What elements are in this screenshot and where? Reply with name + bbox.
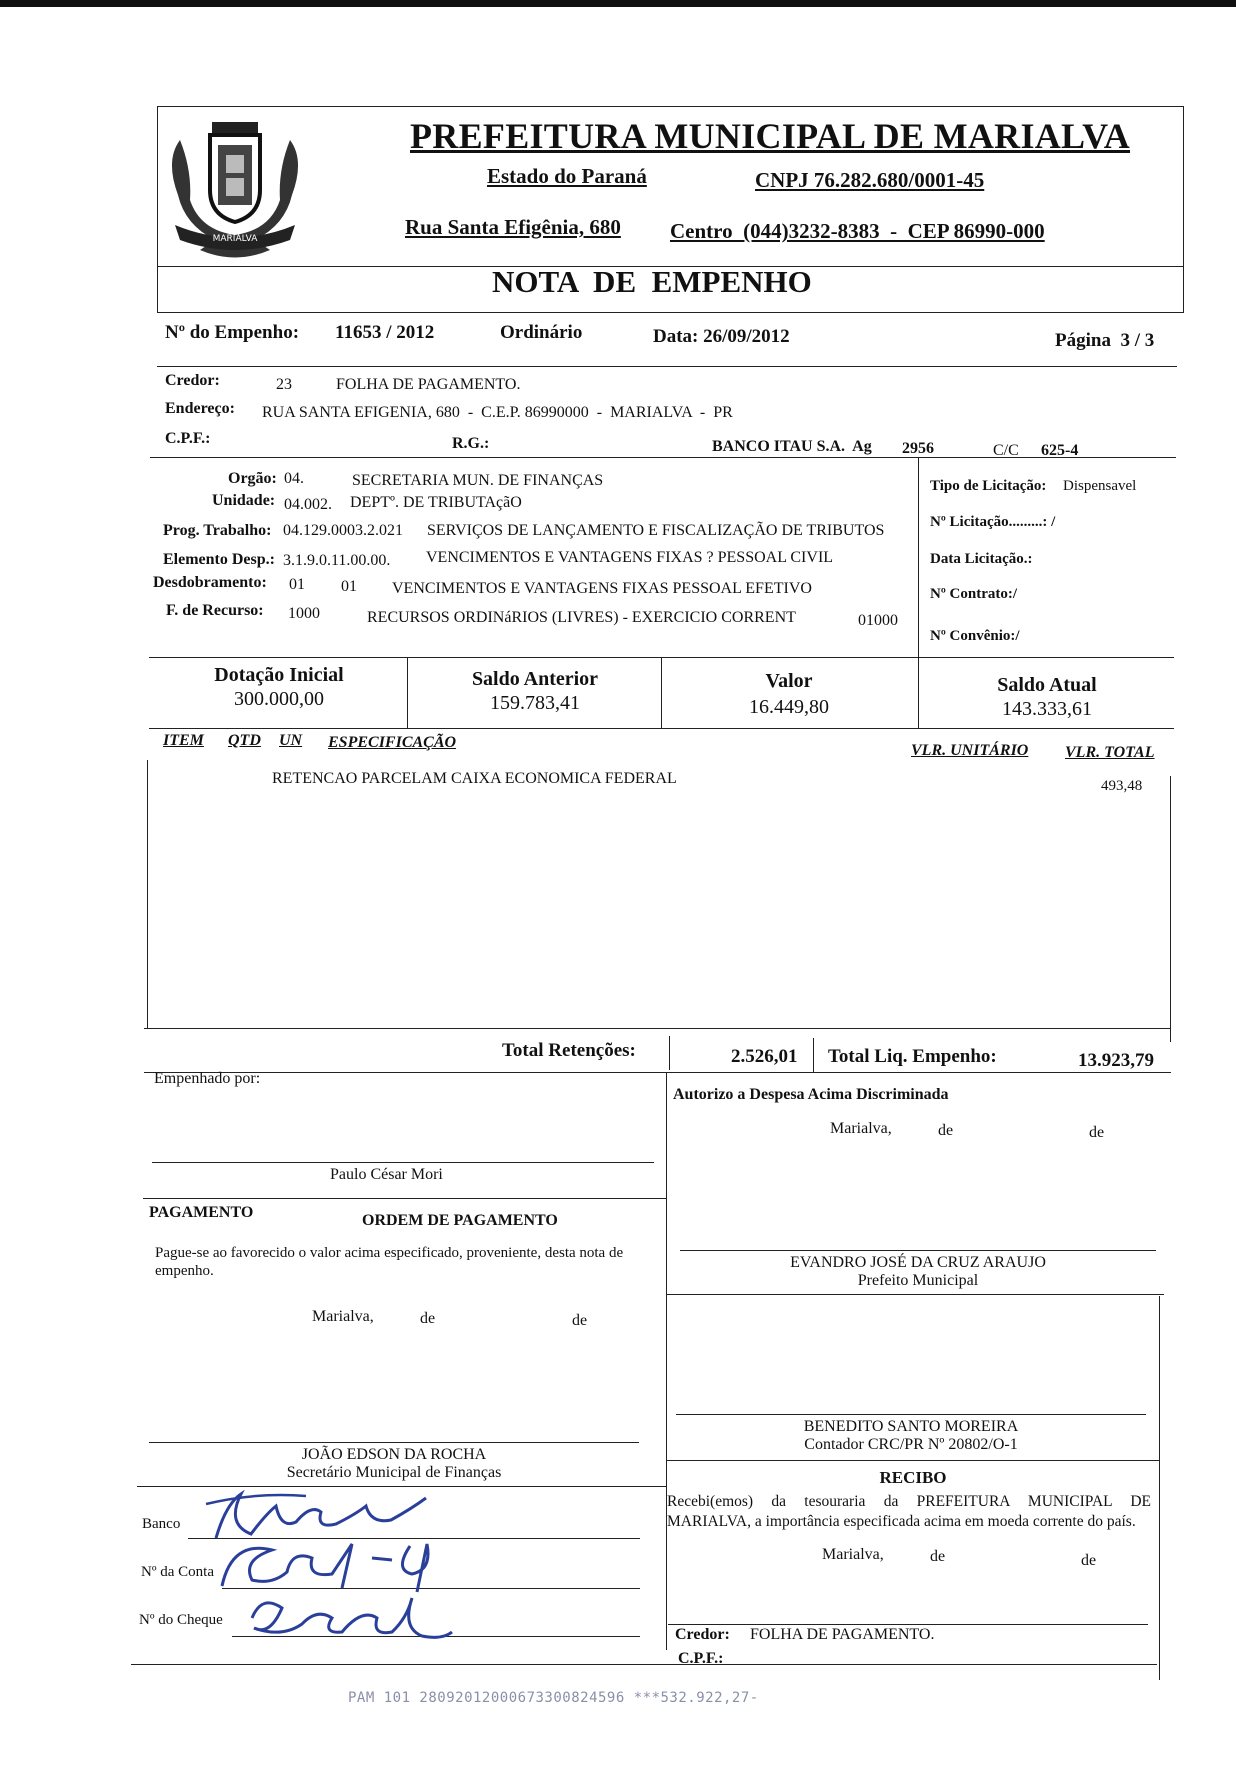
totals-bottom-line [149, 728, 1174, 729]
recibo-de-1: de [930, 1548, 946, 1565]
empenhado-sign-line [152, 1162, 654, 1163]
elemento-label: Elemento Desp.: [163, 551, 275, 568]
prog-label: Prog. Trabalho: [163, 522, 272, 539]
items-left-border [147, 760, 148, 1028]
pagamento-label: PAGAMENTO [149, 1204, 254, 1221]
item-row-total: 493,48 [1101, 778, 1143, 794]
conta-handwritten-number [212, 1530, 452, 1594]
retencoes-label: Total Retenções: [502, 1040, 636, 1061]
summary-bottom-line [144, 1072, 1171, 1073]
pague-text: Pague-se ao favorecido o valor acima especificado, proveniente, desta nota de empenho. [155, 1245, 624, 1279]
recibo-credor-label: Credor: [675, 1626, 730, 1643]
scan-top-edge [0, 0, 1236, 7]
orgao-name: SECRETARIA MUN. DE FINANÇAS [352, 472, 604, 489]
valor-value: 16.449,80 [749, 696, 829, 718]
recurso-name: RECURSOS ORDINáRIOS (LIVRES) - EXERCICIO CORRENT [367, 609, 796, 626]
ordem-pagamento-label: ORDEM DE PAGAMENTO [362, 1212, 558, 1229]
secretario-sign-line [149, 1442, 639, 1443]
summary-top-line [144, 1028, 1171, 1029]
credor-name: FOLHA DE PAGAMENTO. [336, 376, 521, 393]
summary-sep-2 [813, 1038, 814, 1072]
summary-sep-1 [669, 1036, 670, 1070]
cc-label: C/C [993, 442, 1019, 459]
totals-sep-3 [918, 657, 919, 728]
desdobramento-name: VENCIMENTOS E VANTAGENS FIXAS PESSOAL EFETIVO [392, 580, 812, 597]
recibo-cpf-label: C.P.F.: [678, 1650, 724, 1667]
saldo-atual-label: Saldo Atual [997, 674, 1097, 696]
district-phone-cep: Centro (044)3232-8383 - CEP 86990-000 [670, 219, 1045, 243]
col-vlr-unitario: VLR. UNITÁRIO [911, 742, 1029, 759]
unidade-code: 04.002. [284, 496, 332, 513]
municipal-coat-of-arms-icon [160, 100, 310, 260]
cheque-label: Nº do Cheque [139, 1612, 223, 1628]
recurso-code-2: 01000 [858, 612, 898, 629]
bank-name: BANCO ITAU S.A. Ag [712, 438, 872, 455]
dotacao-label: Dotação Inicial [214, 664, 344, 686]
pagamento-place: Marialva, [312, 1308, 374, 1325]
state-name: Estado do Paraná [487, 164, 647, 188]
recurso-label: F. de Recurso: [166, 602, 264, 619]
retencoes-value: 2.526,01 [731, 1046, 798, 1067]
empenho-date: Data: 26/09/2012 [653, 326, 790, 347]
cpf-label: C.P.F.: [165, 430, 211, 447]
prog-code: 04.129.0003.2.021 [283, 522, 403, 539]
licitacao-tipo-label: Tipo de Licitação: [930, 478, 1047, 494]
saldo-atual-value: 143.333,61 [1002, 698, 1092, 720]
autorizo-place: Marialva, [830, 1120, 892, 1137]
col-item: ITEM [163, 732, 204, 749]
pagamento-de-2: de [572, 1312, 588, 1329]
svg-text:MARIALVA: MARIALVA [212, 234, 258, 244]
col-qtd: QTD [228, 732, 261, 749]
endereco: RUA SANTA EFIGENIA, 680 - C.E.P. 86990000 - MARIALVA - PR [262, 404, 733, 421]
prefeito-bottom-line [666, 1294, 1164, 1295]
bank-agency: 2956 [902, 440, 934, 457]
col-un: UN [279, 732, 303, 749]
form-bottom-line [131, 1664, 1157, 1665]
empenhado-bottom-line [143, 1198, 666, 1199]
licitacao-data: Data Licitação.: [930, 551, 1033, 567]
recibo-credor-name: FOLHA DE PAGAMENTO. [750, 1626, 935, 1643]
banco-label: Banco [142, 1516, 181, 1532]
liquido-value: 13.923,79 [1078, 1050, 1154, 1071]
empenhado-label: Empenhado por: [154, 1070, 261, 1087]
form-right-border [1159, 1296, 1160, 1680]
saldo-anterior-value: 159.783,41 [490, 692, 580, 714]
elemento-name: VENCIMENTOS E VANTAGENS FIXAS ? PESSOAL CIVIL [426, 549, 834, 566]
prefeito-title: Prefeito Municipal [857, 1272, 979, 1289]
autorizo-de-2: de [1089, 1124, 1105, 1141]
autorizo-de-1: de [938, 1122, 954, 1139]
dotacao-value: 300.000,00 [234, 688, 324, 710]
authentication-stamp: PAM 101 28092012000673300824596 ***532.922,27- [348, 1690, 759, 1706]
credor-code: 23 [276, 376, 292, 393]
items-right-border [1170, 776, 1171, 1042]
empenho-type: Ordinário [500, 322, 583, 343]
totals-sep-1 [407, 657, 408, 728]
saldo-anterior-label: Saldo Anterior [471, 668, 599, 690]
recibo-place: Marialva, [822, 1546, 884, 1563]
prefeito-sign-line [680, 1250, 1156, 1251]
col-especificacao: ESPECIFICAÇÃO [328, 734, 457, 751]
licitacao-numero: Nº Licitação.........: / [930, 514, 1056, 530]
liquido-label: Total Liq. Empenho: [828, 1046, 997, 1067]
unidade-name: DEPTº. DE TRIBUTAçãO [350, 494, 522, 511]
contador-bottom-line [666, 1460, 1160, 1461]
empenhado-name: Paulo César Mori [330, 1166, 443, 1183]
recibo-title: RECIBO [879, 1468, 947, 1487]
divider-empenho [157, 366, 1177, 367]
cheque-handwritten-number [242, 1588, 462, 1644]
divider-creditor [150, 457, 1176, 458]
endereco-label: Endereço: [165, 400, 235, 417]
recibo-de-2: de [1081, 1552, 1097, 1569]
desdobramento-code-1: 01 [289, 576, 305, 593]
street-address: Rua Santa Efigênia, 680 [405, 215, 621, 239]
item-row-spec: RETENCAO PARCELAM CAIXA ECONOMICA FEDERAL [272, 770, 677, 787]
orgao-label: Orgão: [228, 470, 277, 487]
cc-number: 625-4 [1041, 442, 1079, 459]
rg-label: R.G.: [452, 435, 490, 452]
empenho-number: 11653 / 2012 [335, 322, 435, 343]
licitacao-tipo-value: Dispensavel [1063, 478, 1137, 494]
contador-title: Contador CRC/PR Nº 20802/O-1 [804, 1436, 1018, 1453]
valor-label: Valor [765, 670, 813, 692]
elemento-code: 3.1.9.0.11.00.00. [283, 552, 391, 569]
secretario-title: Secretário Municipal de Finanças [286, 1464, 502, 1481]
municipality-title: PREFEITURA MUNICIPAL DE MARIALVA [410, 116, 1131, 156]
lower-center-divider [666, 1072, 667, 1650]
desdobramento-label: Desdobramento: [153, 574, 267, 591]
credor-label: Credor: [165, 372, 220, 389]
document-title: NOTA DE EMPENHO [492, 264, 812, 299]
prefeito-name: EVANDRO JOSÉ DA CRUZ ARAUJO [790, 1254, 1046, 1271]
prog-name: SERVIÇOS DE LANÇAMENTO E FISCALIZAÇÃO DE TRIBUTOS [427, 522, 885, 539]
desdobramento-code-2: 01 [341, 578, 357, 595]
licitacao-separator [918, 458, 919, 665]
recibo-text: Recebi(emos) da tesouraria da PREFEITURA MUNICIPAL DE MARIALVA, a importância especificada acima em moeda corrente do país. [667, 1493, 1151, 1530]
empenho-number-label: Nº do Empenho: [165, 322, 300, 343]
autorizo-text: Autorizo a Despesa Acima Discriminada [673, 1086, 949, 1103]
page-number: Página 3 / 3 [1055, 330, 1155, 351]
unidade-label: Unidade: [212, 492, 276, 509]
contador-name: BENEDITO SANTO MOREIRA [803, 1418, 1019, 1435]
licitacao-convenio: Nº Convênio:/ [930, 628, 1020, 644]
cnpj: CNPJ 76.282.680/0001-45 [755, 168, 985, 192]
recurso-code: 1000 [288, 605, 320, 622]
recibo-credor-line [668, 1624, 1148, 1625]
contador-sign-line [676, 1414, 1146, 1415]
secretario-name: JOÃO EDSON DA ROCHA [301, 1446, 487, 1463]
licitacao-contrato: Nº Contrato:/ [930, 586, 1018, 602]
orgao-code: 04. [284, 470, 304, 487]
col-vlr-total: VLR. TOTAL [1065, 744, 1155, 761]
conta-label: Nº da Conta [141, 1564, 214, 1580]
pagamento-de-1: de [420, 1310, 436, 1327]
